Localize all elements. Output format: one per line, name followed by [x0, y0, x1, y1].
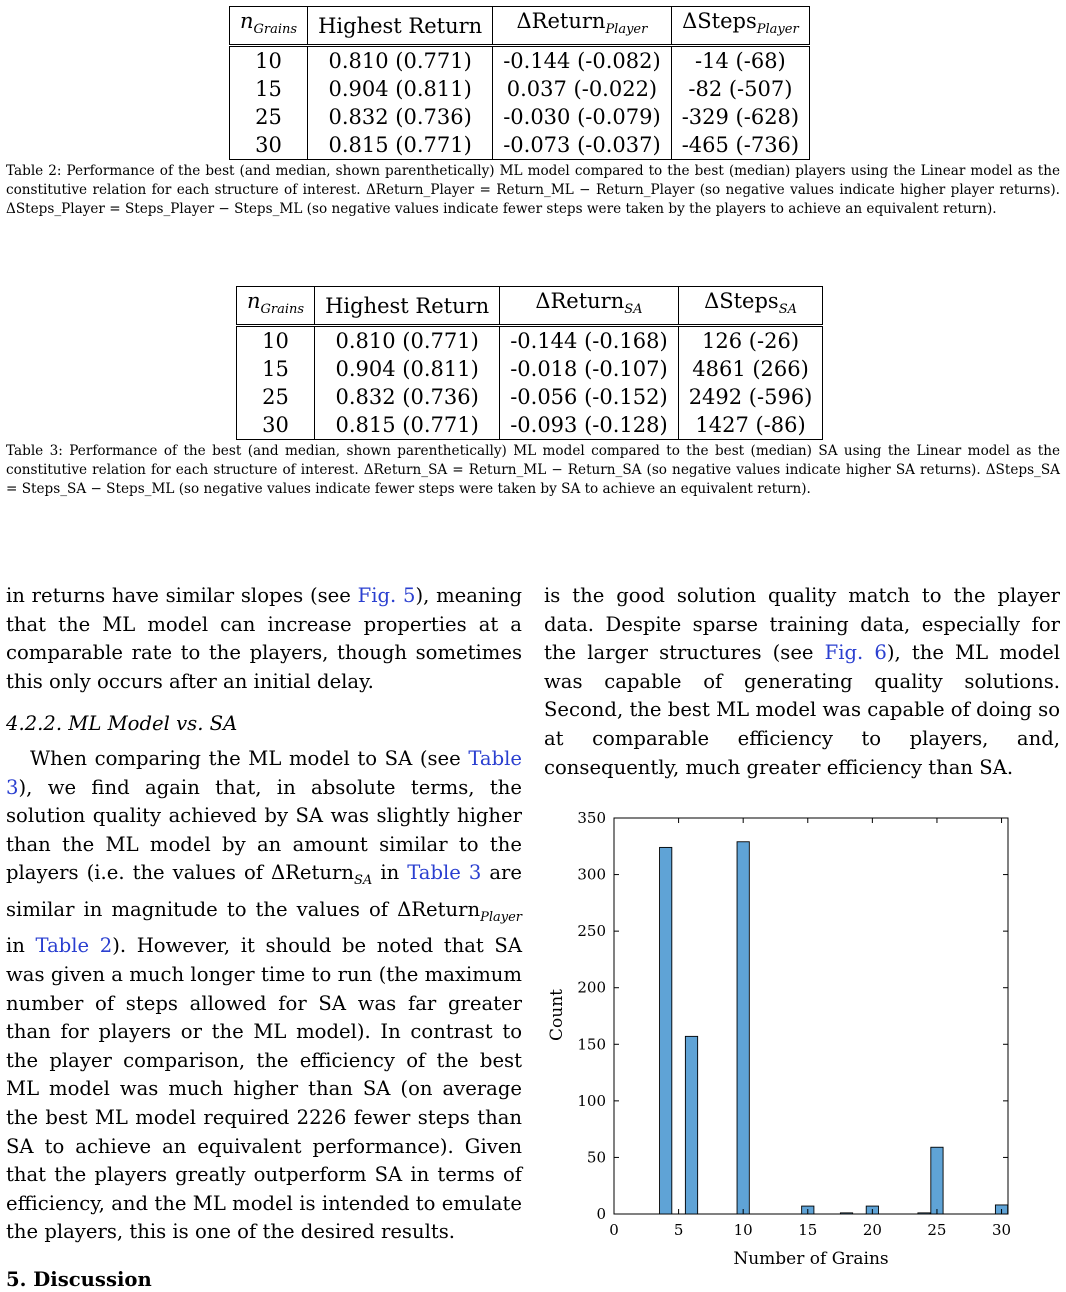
table-row — [237, 326, 823, 356]
header-cell: Highest Return — [315, 287, 500, 326]
text: is the good solution quality match to the player data. Despite sparse training data, especially for the larger structures (see — [544, 584, 1060, 665]
subscript: SA — [354, 873, 373, 889]
y-axis-label: Count — [547, 989, 567, 1041]
table-cell: 0.810 (0.771) — [315, 326, 500, 356]
table-3-link[interactable]: Table 3 — [407, 861, 482, 885]
paragraph — [6, 582, 522, 696]
text: in — [372, 861, 408, 885]
table-cell: -0.030 (-0.079) — [493, 103, 672, 131]
table-cell: -465 (-736) — [671, 131, 809, 160]
y-tick-label: 250 — [577, 922, 606, 941]
histogram-bar — [660, 847, 672, 1214]
table-cell: 0.037 (-0.022) — [493, 75, 672, 103]
x-axis-label: Number of Grains — [733, 1249, 889, 1269]
table-cell: -82 (-507) — [671, 75, 809, 103]
table-2 — [229, 6, 810, 160]
table-cell: -0.018 (-0.107) — [500, 355, 679, 383]
table-cell: 25 — [237, 383, 315, 411]
table-row — [230, 75, 810, 103]
table-cell: 0.815 (0.771) — [315, 411, 500, 440]
header-cell: ΔReturn$_{SA}$ — [500, 287, 679, 326]
table-2-link[interactable]: Table 2 — [35, 934, 113, 958]
table-3-link[interactable]: Table 3 — [6, 746, 522, 799]
table-cell: -0.144 (-0.168) — [500, 326, 679, 356]
grain-count-histogram — [540, 800, 1060, 1270]
table-header-row — [237, 287, 823, 326]
paragraph — [6, 745, 522, 1247]
header-cell: ΔSteps$_{SA}$ — [678, 287, 823, 326]
table-cell: 1427 (-86) — [678, 411, 823, 440]
chart-bars — [660, 842, 1008, 1214]
table-cell: 25 — [230, 103, 308, 131]
text: in — [6, 934, 36, 958]
fig-6-link[interactable]: Fig. 6 — [824, 641, 887, 665]
table-cell: 126 (-26) — [678, 326, 823, 356]
table-cell: -0.056 (-0.152) — [500, 383, 679, 411]
y-tick-label: 200 — [577, 978, 606, 997]
text: ), meaning that the ML model can increase properties at a comparable rate to the players, though sometimes this only occurs after an initial delay. — [6, 584, 522, 693]
header-cell: ΔReturn$_{Player}$ — [493, 7, 672, 46]
y-tick-label: 300 — [577, 865, 606, 884]
paragraph — [544, 582, 1060, 782]
text: ), the ML model was capable of generating quality solutions. Second, the best ML model was capable of doing so at comparable efficiency to players, and, consequently, much greater efficiency than SA. — [544, 641, 1060, 779]
table-header-row — [230, 7, 810, 46]
subsection-title: 4.2.2. ML Model vs. SA — [6, 712, 238, 736]
table-row — [237, 355, 823, 383]
table-3-caption: Table 3: Performance of the best (and median, shown parenthetically) ML model compared to the best (median) SA using the Linear model as the constitutive relation for each structure of interest. ΔReturn_SA = Return_ML − Return_SA (so negative values indicate higher SA returns). ΔSteps_SA = Steps_SA − Steps_ML (so negative values indicate fewer steps were taken by SA to achieve an equivalent return). — [6, 443, 1060, 497]
table-cell: -329 (-628) — [671, 103, 809, 131]
table-cell: 0.810 (0.771) — [308, 46, 493, 76]
x-tick-label: 5 — [673, 1221, 684, 1239]
table-2-caption: Table 2: Performance of the best (and median, shown parenthetically) ML model compared to the best (median) players using the Linear model as the constitutive relation for each structure of interest. ΔReturn_Player = Return_ML − Return_Player (so negative values indicate higher player returns). ΔSteps_Player = Steps_Player − Steps_ML (so negative values indicate fewer steps were taken by the players to achieve an equivalent return). — [6, 163, 1060, 217]
y-tick-label: 50 — [586, 1148, 606, 1167]
table-cell: 30 — [230, 131, 308, 160]
histogram-bar — [918, 1213, 930, 1214]
subscript: Player — [480, 909, 522, 925]
table-row — [237, 383, 823, 411]
table-cell: -0.144 (-0.082) — [493, 46, 672, 76]
x-tick-label: 10 — [733, 1221, 753, 1239]
table-cell: 4861 (266) — [678, 355, 823, 383]
y-tick-label: 150 — [577, 1035, 606, 1054]
histogram-bar — [737, 842, 749, 1214]
histogram-bar — [840, 1213, 852, 1214]
y-tick-label: 100 — [577, 1091, 606, 1110]
fig-5-link[interactable]: Fig. 5 — [357, 584, 416, 607]
table-3 — [236, 286, 823, 440]
chart-ticks — [577, 809, 1011, 1239]
header-cell: $n_{Grains}$ — [237, 287, 315, 326]
left-column — [6, 582, 522, 1247]
x-tick-label: 0 — [609, 1221, 619, 1239]
text: are similar in magnitude to the values of ΔReturn — [6, 861, 523, 921]
table-cell: -14 (-68) — [671, 46, 809, 76]
header-cell: ΔSteps$_{Player}$ — [671, 7, 809, 46]
table-cell: 10 — [237, 326, 315, 356]
text: When comparing the ML model to SA (see — [30, 746, 469, 770]
text: in returns have similar slopes (see — [6, 584, 358, 607]
header-cell: Highest Return — [308, 7, 493, 46]
table-row — [230, 131, 810, 160]
table-cell: -0.073 (-0.037) — [493, 131, 672, 160]
histogram-bar — [931, 1147, 943, 1214]
table-row — [237, 411, 823, 440]
table-cell: 15 — [237, 355, 315, 383]
table-cell: 0.904 (0.811) — [308, 75, 493, 103]
plot-frame — [614, 818, 1008, 1214]
table-row — [230, 103, 810, 131]
header-cell: $n_{Grains}$ — [230, 7, 308, 46]
x-tick-label: 30 — [991, 1221, 1012, 1239]
table-cell: 0.832 (0.736) — [308, 103, 493, 131]
table-cell: 2492 (-596) — [678, 383, 823, 411]
table-cell: 0.832 (0.736) — [315, 383, 500, 411]
y-tick-label: 350 — [577, 809, 606, 827]
text: ). However, it should be noted that SA was given a much longer time to run (the maximum number of steps allowed for SA was far greater than for players or the ML model). In contrast to the player comparison, the efficiency of the best ML model was much higher than SA (on average the best ML model required 2226 fewer steps than SA to achieve an equivalent performance). Given that the players greatly outperform SA in terms of efficiency, and the ML model is intended to emulate the players, this is one of the desired results. — [6, 934, 522, 1244]
text: ), we find again that, in absolute terms, the solution quality achieved by SA was slightly higher than the ML model by an amount similar to the players (i.e. the values of ΔReturn — [6, 775, 522, 885]
x-tick-label: 15 — [798, 1221, 818, 1239]
histogram-bar — [685, 1036, 697, 1214]
table-row — [230, 46, 810, 76]
y-tick-label: 0 — [596, 1205, 606, 1223]
table-cell: 0.904 (0.811) — [315, 355, 500, 383]
right-column — [544, 582, 1060, 782]
x-tick-label: 25 — [927, 1221, 947, 1239]
x-tick-label: 20 — [862, 1221, 882, 1239]
table-cell: -0.093 (-0.128) — [500, 411, 679, 440]
section-heading: 5. Discussion — [6, 1268, 152, 1291]
chart-axes — [614, 818, 1008, 1214]
table-cell: 30 — [237, 411, 315, 440]
table-cell: 0.815 (0.771) — [308, 131, 493, 160]
table-cell: 15 — [230, 75, 308, 103]
table-cell: 10 — [230, 46, 308, 76]
